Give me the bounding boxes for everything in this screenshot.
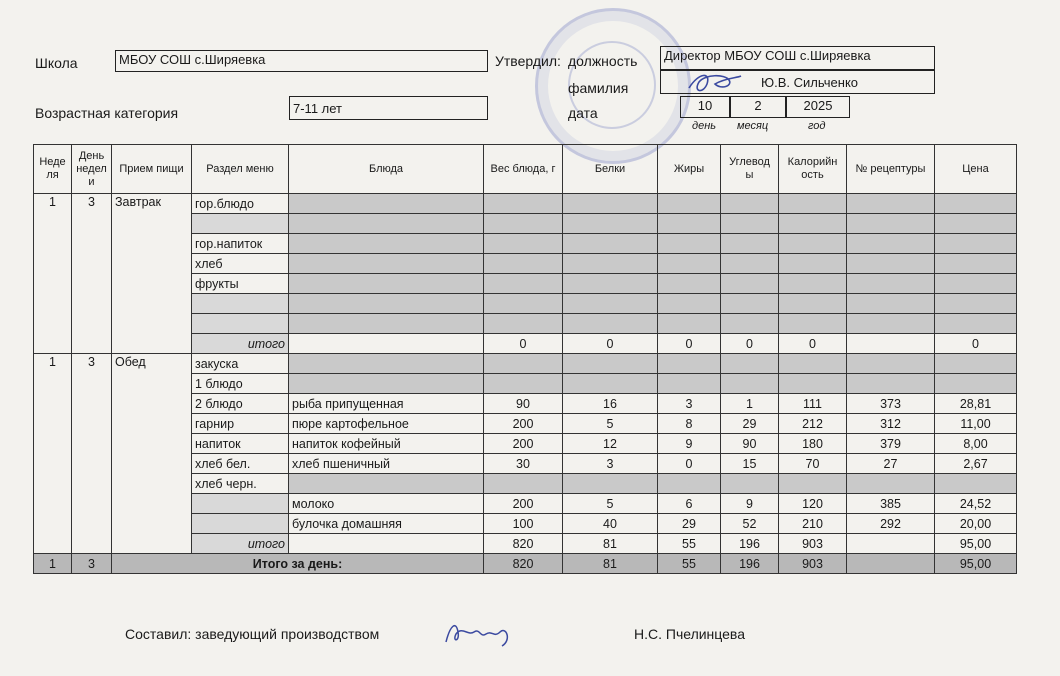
dish-cell: булочка домашняя	[289, 514, 484, 534]
price-cell	[935, 274, 1017, 294]
carbs-cell: 15	[721, 454, 779, 474]
kcal-cell	[779, 474, 847, 494]
weight-cell	[484, 194, 563, 214]
protein-cell: 16	[563, 394, 658, 414]
col-meal: Прием пищи	[112, 145, 192, 194]
approved-label: Утвердил:	[495, 53, 561, 69]
fat-cell	[658, 294, 721, 314]
carbs-cell	[721, 274, 779, 294]
week-cell: 1	[34, 354, 72, 554]
age-category-label: Возрастная категория	[35, 105, 179, 121]
weight-cell: 90	[484, 394, 563, 414]
protein-cell	[563, 254, 658, 274]
fat-cell	[658, 374, 721, 394]
carbs-cell	[721, 194, 779, 214]
kcal-cell: 212	[779, 414, 847, 434]
price-cell	[935, 194, 1017, 214]
section-cell: гарнир	[192, 414, 289, 434]
day-total-label: Итого за день:	[112, 554, 484, 574]
fat-cell	[658, 234, 721, 254]
week-cell: 1	[34, 194, 72, 354]
day-total-week: 1	[34, 554, 72, 574]
weight-cell	[484, 474, 563, 494]
recipe-cell: 292	[847, 514, 935, 534]
protein-cell	[563, 194, 658, 214]
price-cell	[935, 214, 1017, 234]
price-cell	[935, 354, 1017, 374]
compiled-by-label: Составил: заведующий производством	[125, 626, 380, 642]
date-month-caption: месяц	[737, 120, 769, 132]
carbs-cell	[721, 374, 779, 394]
meal-cell: Завтрак	[112, 194, 192, 354]
date-day: 10	[680, 96, 730, 118]
section-cell: гор.напиток	[192, 234, 289, 254]
fat-cell	[658, 474, 721, 494]
fat-cell: 3	[658, 394, 721, 414]
date-label: дата	[568, 105, 598, 121]
fat-cell: 29	[658, 514, 721, 534]
weight-cell	[484, 214, 563, 234]
fat-cell	[658, 314, 721, 334]
director-signature	[685, 68, 745, 96]
subtotal-carbs-cell: 196	[721, 534, 779, 554]
dish-cell: рыба припущенная	[289, 394, 484, 414]
day-total-row	[34, 554, 1017, 574]
weight-cell: 100	[484, 514, 563, 534]
fat-cell	[658, 214, 721, 234]
table-row	[34, 194, 1017, 214]
section-cell	[192, 314, 289, 334]
section-cell: хлеб бел.	[192, 454, 289, 474]
day-total-weight-cell: 820	[484, 554, 563, 574]
recipe-cell	[847, 254, 935, 274]
section-cell	[192, 294, 289, 314]
carbs-cell	[721, 234, 779, 254]
weight-cell	[484, 354, 563, 374]
dish-cell	[289, 474, 484, 494]
meal-cell: Обед	[112, 354, 192, 554]
subtotal-label: итого	[192, 534, 289, 554]
subtotal-kcal-cell: 903	[779, 534, 847, 554]
date-day-caption: день	[692, 120, 717, 132]
subtotal-label: итого	[192, 334, 289, 354]
carbs-cell	[721, 214, 779, 234]
protein-cell	[563, 274, 658, 294]
recipe-cell	[847, 214, 935, 234]
protein-cell	[563, 214, 658, 234]
kcal-cell	[779, 374, 847, 394]
carbs-cell: 52	[721, 514, 779, 534]
kcal-cell	[779, 274, 847, 294]
protein-cell: 5	[563, 494, 658, 514]
table-header-row	[34, 145, 1017, 194]
recipe-cell: 373	[847, 394, 935, 414]
price-cell	[935, 254, 1017, 274]
recipe-cell: 385	[847, 494, 935, 514]
fat-cell	[658, 354, 721, 374]
section-cell: фрукты	[192, 274, 289, 294]
fat-cell	[658, 254, 721, 274]
col-fat: Жиры	[658, 145, 721, 194]
fat-cell: 8	[658, 414, 721, 434]
kcal-cell	[779, 354, 847, 374]
fat-cell	[658, 274, 721, 294]
dish-cell	[289, 274, 484, 294]
dish-cell	[289, 374, 484, 394]
fat-cell: 6	[658, 494, 721, 514]
carbs-cell	[721, 294, 779, 314]
protein-cell	[563, 354, 658, 374]
price-cell: 8,00	[935, 434, 1017, 454]
dish-cell	[289, 354, 484, 374]
subtotal-carbs-cell: 0	[721, 334, 779, 354]
menu-table	[33, 144, 1017, 574]
day-total-protein-cell: 81	[563, 554, 658, 574]
dish-cell: молоко	[289, 494, 484, 514]
day-cell: 3	[72, 194, 112, 354]
dish-cell	[289, 294, 484, 314]
subtotal-fat-cell: 0	[658, 334, 721, 354]
recipe-cell	[847, 354, 935, 374]
school-label: Школа	[35, 55, 78, 71]
kcal-cell: 111	[779, 394, 847, 414]
price-cell	[935, 474, 1017, 494]
subtotal-price-cell: 0	[935, 334, 1017, 354]
carbs-cell	[721, 314, 779, 334]
recipe-cell	[847, 314, 935, 334]
dish-cell	[289, 254, 484, 274]
col-week: Неде ля	[34, 145, 72, 194]
recipe-cell: 312	[847, 414, 935, 434]
col-carbs: Углевод ы	[721, 145, 779, 194]
carbs-cell: 29	[721, 414, 779, 434]
carbs-cell: 9	[721, 494, 779, 514]
subtotal-weight-cell: 0	[484, 334, 563, 354]
section-cell: хлеб	[192, 254, 289, 274]
price-cell	[935, 294, 1017, 314]
col-dish: Блюда	[289, 145, 484, 194]
day-total-fat-cell: 55	[658, 554, 721, 574]
weight-cell	[484, 234, 563, 254]
col-section: Раздел меню	[192, 145, 289, 194]
subtotal-protein-cell: 0	[563, 334, 658, 354]
protein-cell	[563, 314, 658, 334]
protein-cell: 12	[563, 434, 658, 454]
day-total-recipe-cell	[847, 554, 935, 574]
weight-cell	[484, 294, 563, 314]
carbs-cell: 1	[721, 394, 779, 414]
subtotal-spacer	[289, 334, 484, 354]
dish-cell: напиток кофейный	[289, 434, 484, 454]
protein-cell	[563, 234, 658, 254]
recipe-cell	[847, 194, 935, 214]
recipe-cell	[847, 474, 935, 494]
day-total-price-cell: 95,00	[935, 554, 1017, 574]
dish-cell	[289, 214, 484, 234]
kcal-cell: 120	[779, 494, 847, 514]
carbs-cell: 90	[721, 434, 779, 454]
protein-cell: 5	[563, 414, 658, 434]
section-cell: напиток	[192, 434, 289, 454]
carbs-cell	[721, 254, 779, 274]
weight-cell: 200	[484, 494, 563, 514]
section-cell	[192, 514, 289, 534]
fat-cell	[658, 194, 721, 214]
recipe-cell	[847, 374, 935, 394]
section-cell: 1 блюдо	[192, 374, 289, 394]
subtotal-fat-cell: 55	[658, 534, 721, 554]
position-label: должность	[568, 53, 638, 69]
weight-cell	[484, 254, 563, 274]
recipe-cell	[847, 274, 935, 294]
price-cell	[935, 374, 1017, 394]
section-cell: хлеб черн.	[192, 474, 289, 494]
date-year-caption: год	[808, 120, 826, 132]
protein-cell: 3	[563, 454, 658, 474]
kcal-cell: 70	[779, 454, 847, 474]
col-weight: Вес блюда, г	[484, 145, 563, 194]
recipe-cell: 27	[847, 454, 935, 474]
price-cell: 28,81	[935, 394, 1017, 414]
surname-label: фамилия	[568, 80, 629, 96]
col-kcal: Калорийн ость	[779, 145, 847, 194]
subtotal-weight-cell: 820	[484, 534, 563, 554]
recipe-cell	[847, 294, 935, 314]
protein-cell	[563, 474, 658, 494]
compiled-by-name: Н.С. Пчелинцева	[634, 626, 746, 642]
subtotal-recipe-cell	[847, 334, 935, 354]
section-cell: гор.блюдо	[192, 194, 289, 214]
kcal-cell: 210	[779, 514, 847, 534]
age-category-field: 7-11 лет	[289, 96, 488, 120]
weight-cell: 30	[484, 454, 563, 474]
fat-cell: 9	[658, 434, 721, 454]
subtotal-protein-cell: 81	[563, 534, 658, 554]
kcal-cell: 180	[779, 434, 847, 454]
protein-cell: 40	[563, 514, 658, 534]
price-cell: 11,00	[935, 414, 1017, 434]
subtotal-recipe-cell	[847, 534, 935, 554]
day-total-carbs-cell: 196	[721, 554, 779, 574]
day-total-kcal-cell: 903	[779, 554, 847, 574]
col-recipe: № рецептуры	[847, 145, 935, 194]
weight-cell: 200	[484, 434, 563, 454]
price-cell: 24,52	[935, 494, 1017, 514]
weight-cell	[484, 374, 563, 394]
kcal-cell	[779, 214, 847, 234]
date-month: 2	[730, 96, 786, 118]
table-row	[34, 354, 1017, 374]
kcal-cell	[779, 194, 847, 214]
kcal-cell	[779, 314, 847, 334]
recipe-cell: 379	[847, 434, 935, 454]
weight-cell	[484, 314, 563, 334]
weight-cell: 200	[484, 414, 563, 434]
compiler-signature	[440, 612, 520, 652]
section-cell	[192, 214, 289, 234]
section-cell	[192, 494, 289, 514]
dish-cell	[289, 194, 484, 214]
kcal-cell	[779, 254, 847, 274]
col-day: День недел и	[72, 145, 112, 194]
date-year: 2025	[786, 96, 850, 118]
dish-cell	[289, 314, 484, 334]
kcal-cell	[779, 294, 847, 314]
col-protein: Белки	[563, 145, 658, 194]
position-field: Директор МБОУ СОШ с.Ширяевка	[660, 46, 935, 70]
kcal-cell	[779, 234, 847, 254]
surname-field: Ю.В. Сильченко	[660, 70, 935, 94]
protein-cell	[563, 374, 658, 394]
carbs-cell	[721, 354, 779, 374]
subtotal-spacer	[289, 534, 484, 554]
dish-cell	[289, 234, 484, 254]
price-cell: 20,00	[935, 514, 1017, 534]
day-cell: 3	[72, 354, 112, 554]
dish-cell: хлеб пшеничный	[289, 454, 484, 474]
price-cell: 2,67	[935, 454, 1017, 474]
day-total-day: 3	[72, 554, 112, 574]
section-cell: 2 блюдо	[192, 394, 289, 414]
weight-cell	[484, 274, 563, 294]
school-field: МБОУ СОШ с.Ширяевка	[115, 50, 488, 72]
subtotal-kcal-cell: 0	[779, 334, 847, 354]
price-cell	[935, 314, 1017, 334]
dish-cell: пюре картофельное	[289, 414, 484, 434]
carbs-cell	[721, 474, 779, 494]
recipe-cell	[847, 234, 935, 254]
fat-cell: 0	[658, 454, 721, 474]
subtotal-price-cell: 95,00	[935, 534, 1017, 554]
protein-cell	[563, 294, 658, 314]
col-price: Цена	[935, 145, 1017, 194]
section-cell: закуска	[192, 354, 289, 374]
price-cell	[935, 234, 1017, 254]
